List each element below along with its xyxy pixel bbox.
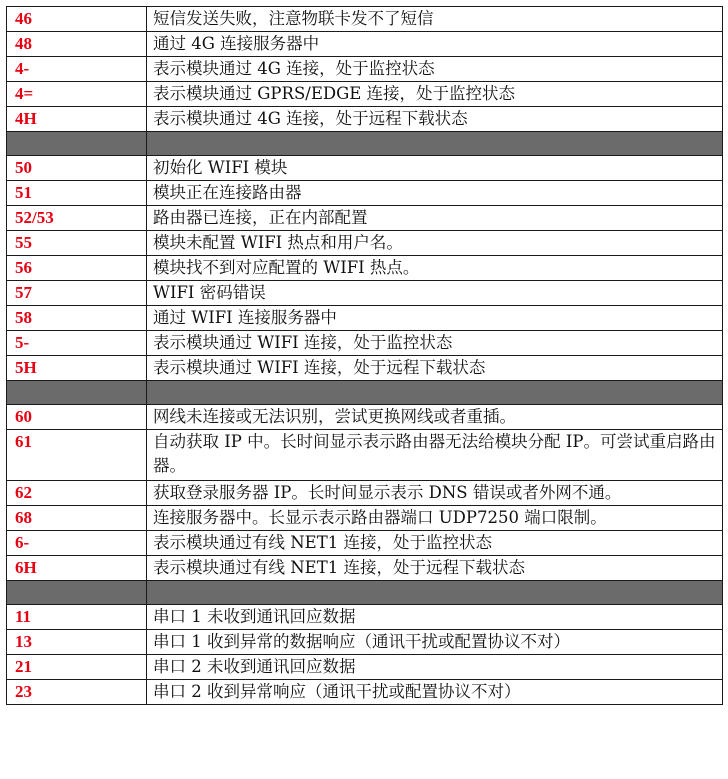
status-code: 23 <box>7 680 147 705</box>
section-separator-row <box>7 381 723 405</box>
separator-cell <box>7 381 147 405</box>
status-row <box>7 356 723 381</box>
status-description: 表示模块通过 4G 连接，处于监控状态 <box>147 57 723 82</box>
separator-cell <box>147 381 723 405</box>
status-row <box>7 531 723 556</box>
status-code-table <box>6 6 723 705</box>
status-row <box>7 206 723 231</box>
status-description: 表示模块通过 GPRS/EDGE 连接，处于监控状态 <box>147 82 723 107</box>
status-code: 6- <box>7 531 147 556</box>
status-code: 52/53 <box>7 206 147 231</box>
status-code: 61 <box>7 430 147 481</box>
separator-cell <box>7 581 147 605</box>
status-code: 60 <box>7 405 147 430</box>
status-code: 4H <box>7 107 147 132</box>
status-row <box>7 655 723 680</box>
status-code: 51 <box>7 181 147 206</box>
status-row <box>7 156 723 181</box>
status-description: 连接服务器中。长显示表示路由器端口 UDP7250 端口限制。 <box>147 506 723 531</box>
status-description: 串口 1 收到异常的数据响应（通讯干扰或配置协议不对） <box>147 630 723 655</box>
status-description: 短信发送失败，注意物联卡发不了短信 <box>147 7 723 32</box>
status-code: 5- <box>7 331 147 356</box>
status-code: 13 <box>7 630 147 655</box>
status-row <box>7 306 723 331</box>
status-code: 21 <box>7 655 147 680</box>
status-description: 表示模块通过有线 NET1 连接，处于远程下载状态 <box>147 556 723 581</box>
status-code: 56 <box>7 256 147 281</box>
status-code: 68 <box>7 506 147 531</box>
status-code: 58 <box>7 306 147 331</box>
status-row <box>7 506 723 531</box>
status-code: 57 <box>7 281 147 306</box>
status-row <box>7 256 723 281</box>
status-row <box>7 57 723 82</box>
status-code: 4= <box>7 82 147 107</box>
status-row <box>7 630 723 655</box>
status-row <box>7 481 723 506</box>
section-separator-row <box>7 581 723 605</box>
status-code: 6H <box>7 556 147 581</box>
status-description: 路由器已连接，正在内部配置 <box>147 206 723 231</box>
status-row <box>7 281 723 306</box>
status-code: 50 <box>7 156 147 181</box>
status-row <box>7 231 723 256</box>
status-description: 串口 1 未收到通讯回应数据 <box>147 605 723 630</box>
status-code: 46 <box>7 7 147 32</box>
status-description: 模块未配置 WIFI 热点和用户名。 <box>147 231 723 256</box>
status-row <box>7 430 723 481</box>
status-description: WIFI 密码错误 <box>147 281 723 306</box>
status-code-table-body <box>7 7 723 705</box>
separator-cell <box>147 132 723 156</box>
status-description: 获取登录服务器 IP。长时间显示表示 DNS 错误或者外网不通。 <box>147 481 723 506</box>
status-row <box>7 82 723 107</box>
status-description: 串口 2 收到异常响应（通讯干扰或配置协议不对） <box>147 680 723 705</box>
status-code: 62 <box>7 481 147 506</box>
status-description: 自动获取 IP 中。长时间显示表示路由器无法给模块分配 IP。可尝试重启路由器。 <box>147 430 723 481</box>
separator-cell <box>147 581 723 605</box>
status-code: 11 <box>7 605 147 630</box>
status-row <box>7 107 723 132</box>
status-description: 初始化 WIFI 模块 <box>147 156 723 181</box>
status-row <box>7 32 723 57</box>
status-row <box>7 556 723 581</box>
status-description: 表示模块通过 WIFI 连接，处于监控状态 <box>147 331 723 356</box>
status-code: 4- <box>7 57 147 82</box>
status-description: 通过 WIFI 连接服务器中 <box>147 306 723 331</box>
status-description: 通过 4G 连接服务器中 <box>147 32 723 57</box>
status-row <box>7 7 723 32</box>
separator-cell <box>7 132 147 156</box>
status-description: 网线未连接或无法识别，尝试更换网线或者重插。 <box>147 405 723 430</box>
status-row <box>7 181 723 206</box>
status-description: 表示模块通过有线 NET1 连接，处于监控状态 <box>147 531 723 556</box>
status-row <box>7 405 723 430</box>
status-description: 串口 2 未收到通讯回应数据 <box>147 655 723 680</box>
status-description: 表示模块通过 4G 连接，处于远程下载状态 <box>147 107 723 132</box>
status-description: 模块找不到对应配置的 WIFI 热点。 <box>147 256 723 281</box>
section-separator-row <box>7 132 723 156</box>
status-row <box>7 680 723 705</box>
status-description: 表示模块通过 WIFI 连接，处于远程下载状态 <box>147 356 723 381</box>
status-code: 55 <box>7 231 147 256</box>
status-code: 48 <box>7 32 147 57</box>
status-code: 5H <box>7 356 147 381</box>
status-row <box>7 331 723 356</box>
status-description: 模块正在连接路由器 <box>147 181 723 206</box>
status-row <box>7 605 723 630</box>
